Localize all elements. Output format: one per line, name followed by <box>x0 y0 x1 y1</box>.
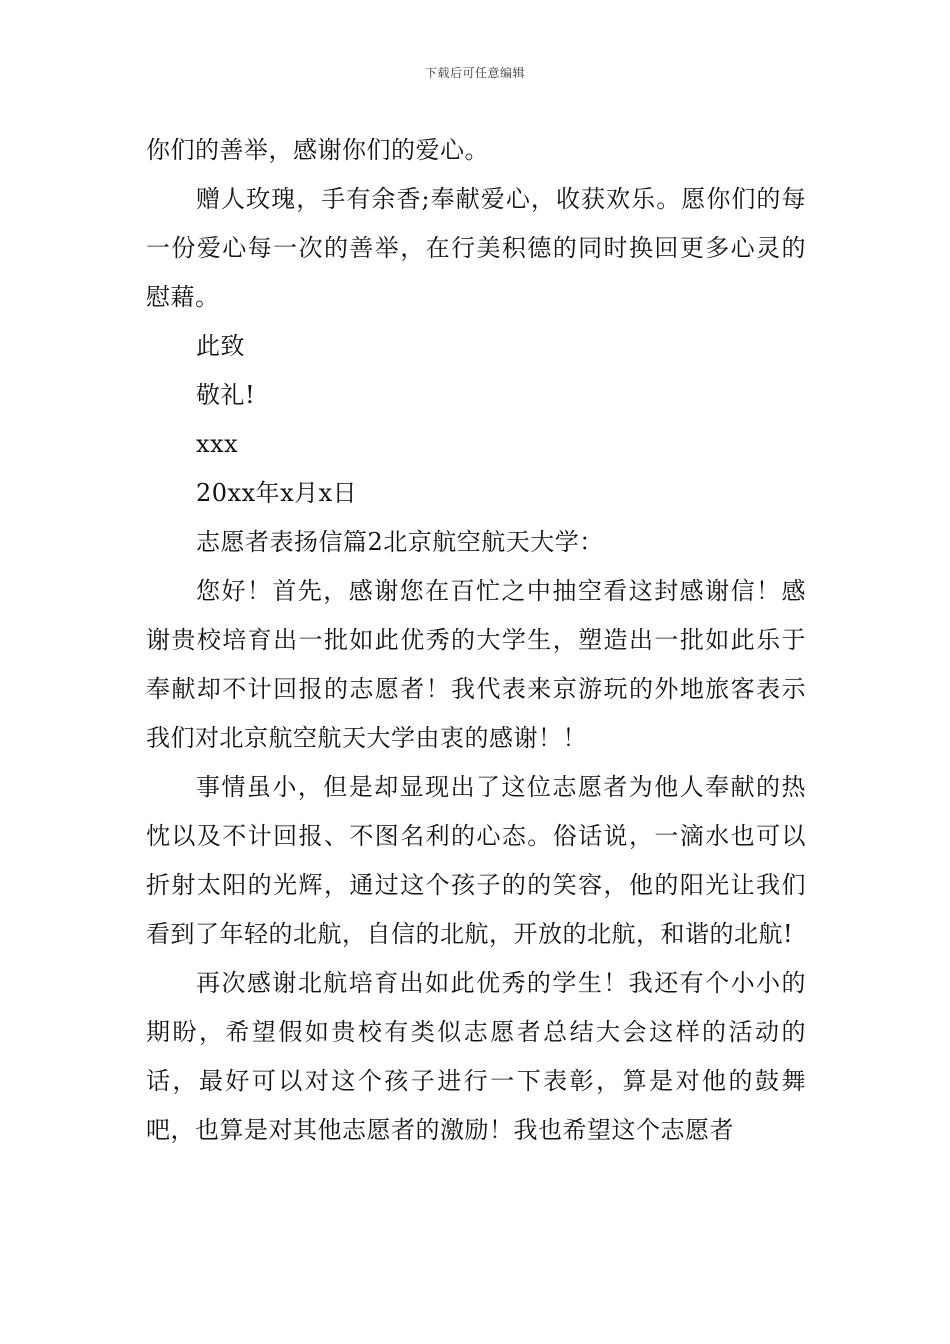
paragraph-roses: 赠人玫瑰，手有余香;奉献爱心，收获欢乐。愿你们的每一份爱心每一次的善举，在行美积德的同时换回更多心灵的慰藉。 <box>146 185 806 311</box>
paragraph-small-matter: 事情虽小，但是却显现出了这位志愿者为他人奉献的热忱以及不计回报、不图名利的心态。俗话说，一滴水也可以折射太阳的光辉，通过这个孩子的的笑容，他的阳光让我们看到了年轻的北航，自信的北航，开放的北航，和谐的北航! <box>146 773 806 948</box>
paragraph-closing-thanks: 你们的善举，感谢你们的爱心。 <box>146 136 489 164</box>
paragraph-letter-heading: 志愿者表扬信篇2北京航空航天大学： <box>196 528 604 556</box>
paragraph-date: 20xx年x月x日 <box>196 479 358 507</box>
paragraph-salutation: 此致 <box>196 332 245 360</box>
paragraph-greeting: 您好！首先，感谢您在百忙之中抽空看这封感谢信！感谢贵校培育出一批如此优秀的大学生，塑造出一批如此乐于奉献却不计回报的志愿者！我代表来京游玩的外地旅客表示我们对北京航空航天大学由衷的感谢！！ <box>146 577 806 752</box>
paragraph-thanks-again: 再次感谢北航培育出如此优秀的学生！我还有个小小的期盼，希望假如贵校有类似志愿者总结大会这样的活动的话，最好可以对这个孩子进行一下表彰，算是对他的鼓舞吧，也算是对其他志愿者的激励！我也希望这个志愿者 <box>146 969 806 1144</box>
page-header-note: 下载后可任意编辑 <box>424 66 525 80</box>
document-body <box>146 126 806 1155</box>
paragraph-regards: 敬礼! <box>196 381 256 409</box>
paragraph-signature: xxx <box>196 430 239 458</box>
